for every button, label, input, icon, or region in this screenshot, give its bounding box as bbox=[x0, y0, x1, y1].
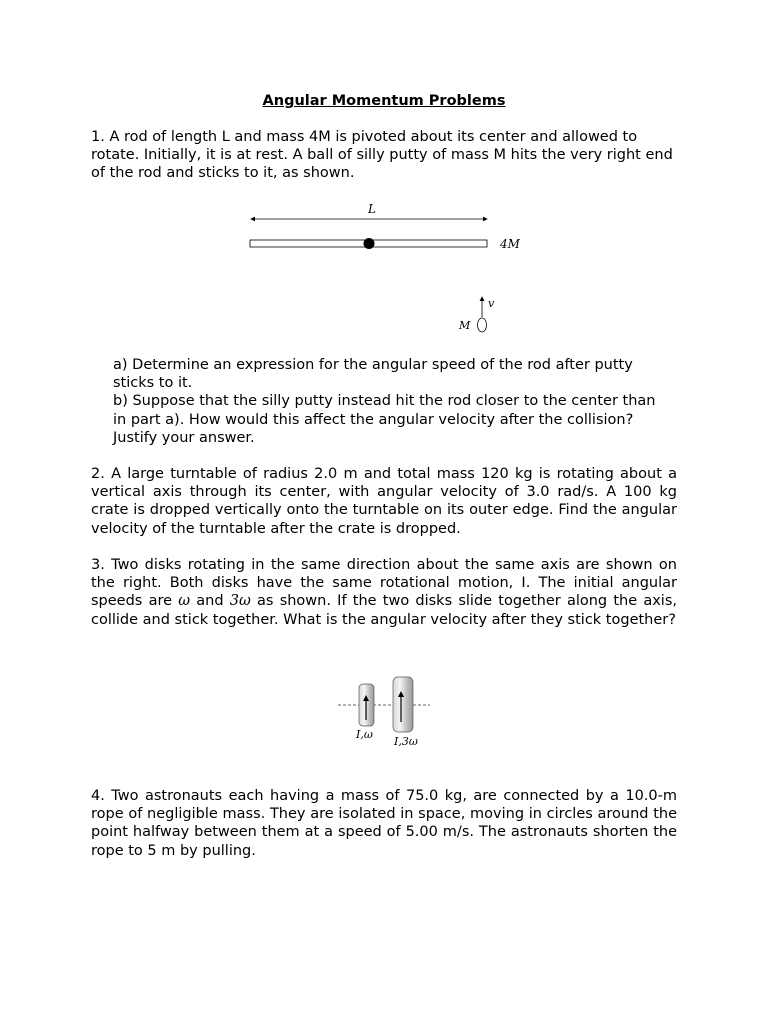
pivot-point bbox=[364, 238, 375, 249]
disk-1-label: I,ω bbox=[356, 728, 373, 741]
length-label: L bbox=[368, 202, 376, 216]
putty-ball bbox=[478, 318, 487, 332]
three-omega-symbol: 3ω bbox=[229, 593, 251, 610]
ball-mass-label: M bbox=[459, 319, 471, 332]
problem-1-part-b: b) Suppose that the silly putty instead hit the rod closer to the center than in part a). How would this affect the angular velocity after the collision? Justify your answer. bbox=[113, 393, 656, 446]
problem-4-text: 4. Two astronauts each having a mass of 75.0 kg, are connected by a 10.0-m rope of negligible mass. They are isolated in space, moving in circles around the point halfway between them at a speed of 5.00 m/s. The astronauts shorten the rope to 5 m by pulling. bbox=[91, 788, 677, 859]
velocity-label: v bbox=[488, 297, 495, 310]
problem-3-text: 3. Two disks rotating in the same direction about the same axis are shown on the right. Both disks have the same rotational motion, I. The initial angular speeds are ω and 3ω as shown. If the two disks slide together along the axis, collide and stick together. What is the angular velocity after they stick together? bbox=[91, 557, 677, 628]
omega-symbol: ω bbox=[178, 593, 191, 610]
problem-1-parts bbox=[113, 356, 673, 447]
disk-2-label: I,3ω bbox=[394, 735, 418, 748]
problem-1-text: 1. A rod of length L and mass 4M is pivoted about its center and allowed to rotate. Initially, it is at rest. A ball of silly putty of mass M hits the very right end of the rod and sticks to it, as shown. bbox=[91, 129, 673, 182]
rod-mass-label: 4M bbox=[500, 237, 520, 251]
problem-2-text: 2. A large turntable of radius 2.0 m and total mass 120 kg is rotating about a vertical axis through its center, with angular velocity of 3.0 rad/s. A 100 kg crate is dropped vertically onto the turntable on its outer edge. Find the angular velocity of the turntable after the crate is dropped. bbox=[91, 466, 677, 537]
disks-diagram bbox=[330, 668, 435, 750]
disk-2 bbox=[393, 677, 413, 732]
rod-diagram bbox=[240, 195, 540, 340]
page-title: Angular Momentum Problems bbox=[262, 93, 506, 109]
problem-1-part-a: a) Determine an expression for the angular speed of the rod after putty sticks to it. bbox=[113, 357, 633, 392]
